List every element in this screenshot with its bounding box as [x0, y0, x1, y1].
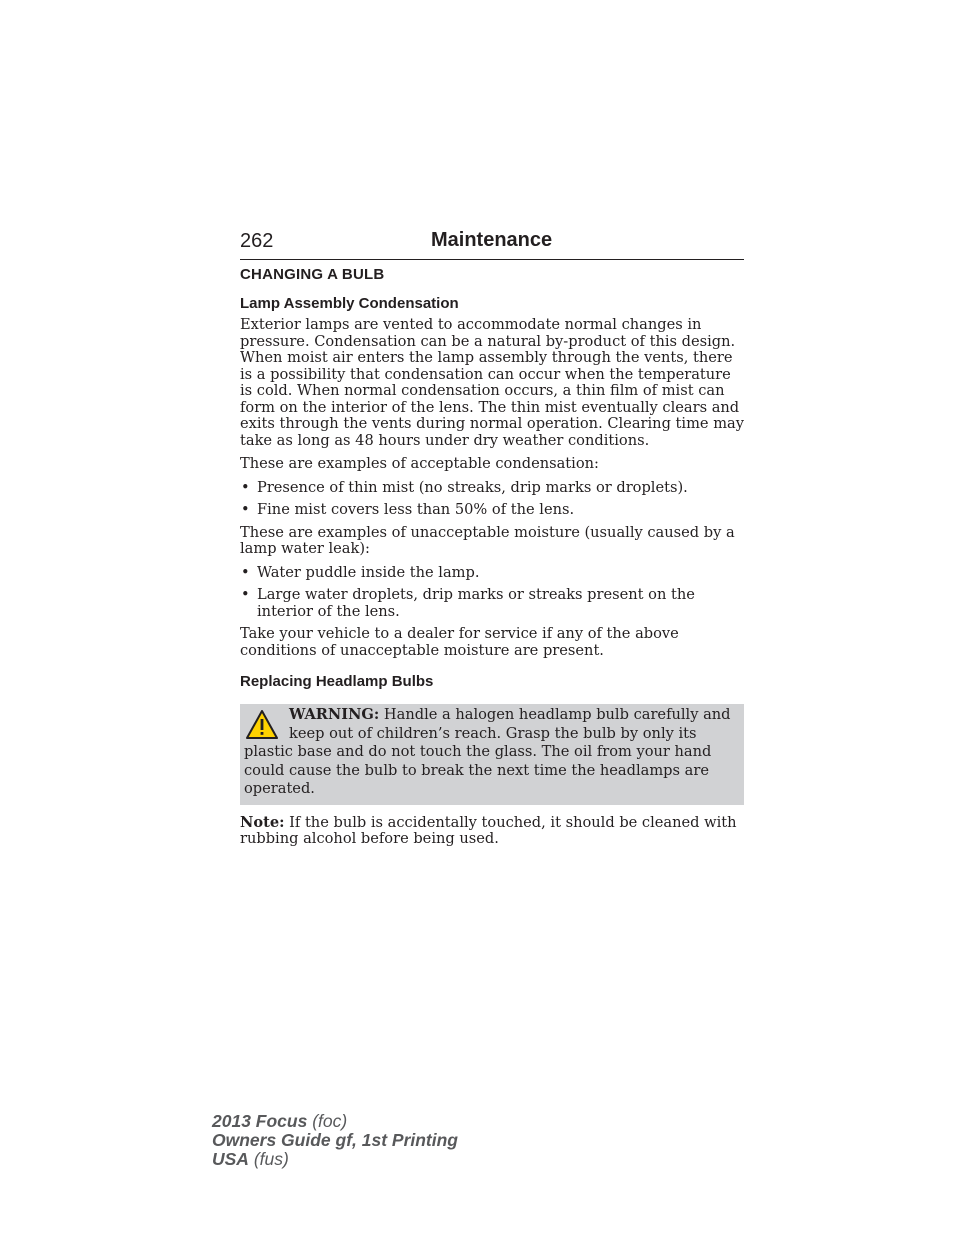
chapter-heading: CHANGING A BULB [240, 266, 385, 283]
note-label: Note: [240, 813, 285, 831]
page-footer [212, 1112, 458, 1169]
footer-line-2: Owners Guide gf, 1st Printing [212, 1130, 458, 1150]
footer-line-3 [212, 1150, 458, 1169]
footer-market: USA [212, 1149, 249, 1169]
page-number: 262 [240, 230, 274, 252]
condensation-closing: Take your vehicle to a dealer for service if any of the above conditions of unacceptable moisture are present. [240, 625, 679, 659]
page-content [240, 266, 744, 855]
page-header [240, 228, 744, 260]
subheading-headlamp: Replacing Headlamp Bulbs [240, 673, 434, 690]
warning-body: Handle a halogen headlamp bulb carefully and keep out of children’s reach. Grasp the bulb by only its plastic base and do not touch the glass. The oil from your hand could cause the bulb to break the next time the headlamps are operated. [244, 706, 731, 797]
note-paragraph [240, 815, 744, 848]
list-item: • Presence of thin mist (no streaks, drip marks or droplets). [240, 480, 744, 497]
unacceptable-list [240, 565, 744, 621]
subheading-condensation: Lamp Assembly Condensation [240, 295, 459, 312]
footer-model-code: (foc) [307, 1111, 348, 1131]
warning-triangle-icon [245, 709, 279, 741]
warning-text [244, 706, 734, 799]
unacceptable-lead: These are examples of unacceptable moisture (usually caused by a lamp water leak): [240, 523, 735, 557]
footer-line-1 [212, 1112, 458, 1131]
warning-label: WARNING: [289, 706, 380, 723]
section-title: Maintenance [431, 229, 553, 251]
warning-box [240, 704, 744, 805]
list-item: • Large water droplets, drip marks or streaks present on the interior of the lens. [240, 587, 744, 620]
list-item: • Water puddle inside the lamp. [240, 565, 744, 582]
acceptable-lead: These are examples of acceptable condensation: [240, 455, 599, 472]
acceptable-list [240, 480, 744, 519]
footer-market-code: (fus) [248, 1149, 289, 1169]
condensation-intro: Exterior lamps are vented to accommodate normal changes in pressure. Condensation can be a natural by-product of this design. When moist air enters the lamp assembly through the vents, there is a possibility that condensation can occur when the temperature is cold. When normal condensation occurs, a thin film of mist can form on the interior of the lens. The thin mist eventually clears and exits through the vents during normal operation. Clearing time may take as long as 48 hours under dry weather conditions. [240, 316, 744, 449]
footer-model: 2013 Focus [212, 1111, 308, 1131]
note-body: If the bulb is accidentally touched, it should be cleaned with rubbing alcohol before being used. [240, 813, 737, 847]
list-item: • Fine mist covers less than 50% of the lens. [240, 502, 744, 519]
